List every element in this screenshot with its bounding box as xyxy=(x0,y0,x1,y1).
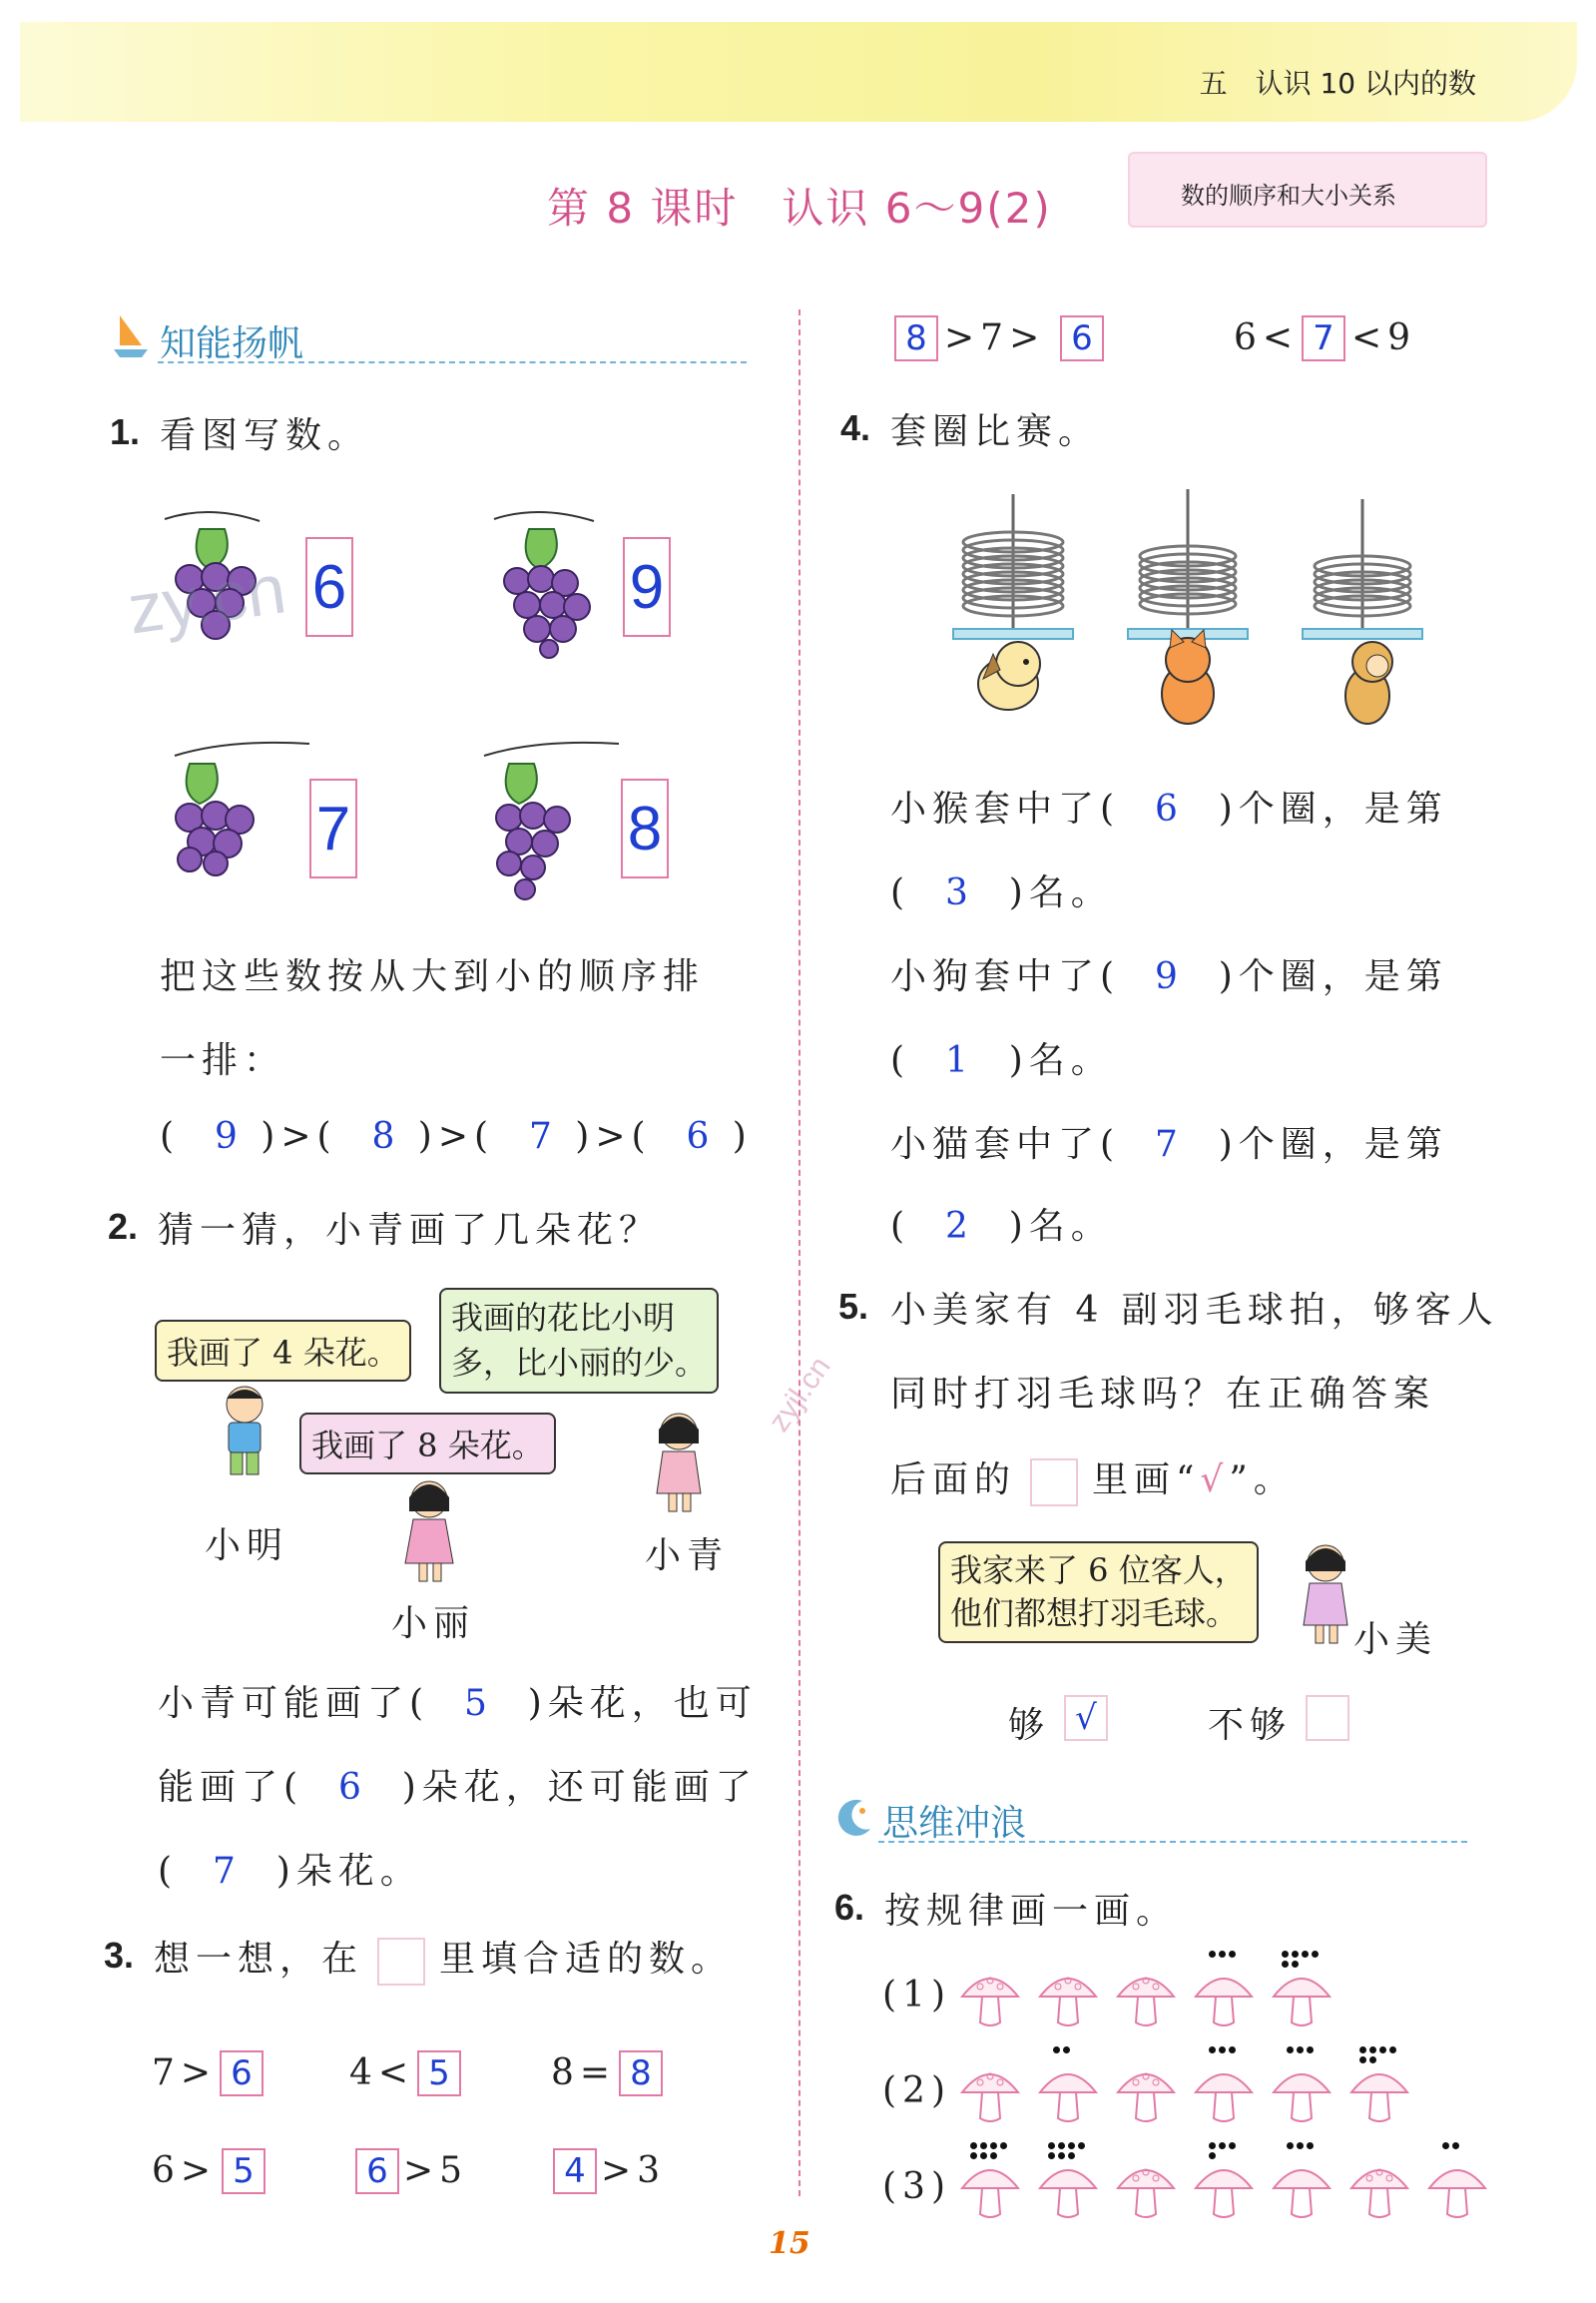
drawn-dot xyxy=(1359,2056,1366,2063)
text: ( xyxy=(890,1206,911,1247)
drawn-dot xyxy=(990,2152,997,2159)
text: 小狗套中了( xyxy=(890,956,1121,997)
empty-box xyxy=(1030,1458,1078,1506)
grapes-icon xyxy=(469,734,629,903)
drawn-dot xyxy=(1229,2142,1236,2149)
drawn-dot xyxy=(1048,2142,1055,2149)
speech-bubble-xiaomei xyxy=(938,1541,1259,1643)
dog-icon xyxy=(978,642,1040,710)
cat-icon xyxy=(1162,630,1214,724)
answer-box[interactable]: 9 xyxy=(623,537,671,637)
watermark: zy.cn xyxy=(123,549,290,649)
q3-expr: 8= xyxy=(551,2052,617,2093)
drawn-dot xyxy=(970,2142,977,2149)
drawn-dot xyxy=(980,2152,987,2159)
q5-text-line-3 xyxy=(890,1451,1296,1506)
drawn-dot xyxy=(1282,1961,1289,1968)
text: 小猫套中了( xyxy=(890,1124,1121,1165)
drawn-dot xyxy=(1209,2142,1216,2149)
text: 里填合适的数。 xyxy=(439,1939,734,1980)
mushroom-icon xyxy=(1114,2148,1178,2224)
text: ”。 xyxy=(1229,1459,1296,1500)
drawn-dot xyxy=(1452,2142,1459,2149)
monkey-icon xyxy=(1345,642,1392,724)
q4-line-dog xyxy=(890,948,1448,999)
q4-line-monkey-rank xyxy=(890,864,1113,915)
drawn-dot xyxy=(1369,2046,1376,2053)
option-not-enough-label: 不够 xyxy=(1208,1705,1293,1746)
text: )名。 xyxy=(1008,872,1113,913)
text: )个圈，是第 xyxy=(1218,956,1448,997)
drawn-dot xyxy=(1369,2056,1376,2063)
drawn-dot xyxy=(1048,2152,1055,2159)
q3-expr: 6< xyxy=(1234,317,1300,358)
question-number: 2. xyxy=(108,1206,139,1247)
order-answer[interactable]: 9 xyxy=(214,1116,244,1157)
row-label: (3) xyxy=(882,2166,951,2207)
drawn-dot xyxy=(1219,2046,1226,2053)
drawn-dot xyxy=(1078,2142,1085,2149)
q2-answer-line-2 xyxy=(158,1759,758,1810)
answer-box[interactable]: 6 xyxy=(1060,315,1104,361)
question-number: 5. xyxy=(838,1286,869,1327)
drawn-dot xyxy=(1058,2152,1065,2159)
q3-expr: >7> xyxy=(944,317,1046,358)
question-number: 4. xyxy=(840,407,871,448)
answer-box[interactable]: 7 xyxy=(1302,315,1345,361)
q3-expr: 6> xyxy=(152,2150,218,2191)
answer-box[interactable]: 8 xyxy=(619,2050,663,2096)
answer-box[interactable]: 5 xyxy=(417,2050,461,2096)
topic-text: 数的顺序和大小关系 xyxy=(1181,182,1396,210)
text: )名。 xyxy=(1008,1040,1113,1081)
q3-expr: <9 xyxy=(1351,317,1417,358)
answer-box[interactable]: 6 xyxy=(305,537,353,637)
speech-bubble-xiaoming: 我画了 4 朵花。 xyxy=(155,1320,411,1382)
mushroom-icon xyxy=(1270,1957,1333,2032)
mushroom-icon xyxy=(1270,2052,1333,2128)
order-answer[interactable]: 7 xyxy=(528,1116,558,1157)
drawn-dot xyxy=(1302,1951,1309,1958)
drawn-dot xyxy=(1068,2142,1075,2149)
drawn-dot xyxy=(1058,2142,1065,2149)
answer-box[interactable]: 8 xyxy=(894,315,938,361)
question-number: 3. xyxy=(104,1935,135,1976)
name-xiaoli: 小丽 xyxy=(391,1603,476,1644)
drawn-dot xyxy=(1219,1951,1226,1958)
text: ( xyxy=(890,872,911,913)
q3-expr: >3 xyxy=(601,2150,667,2191)
answer-blank[interactable]: 7 xyxy=(212,1851,242,1892)
drawn-dot xyxy=(1219,2142,1226,2149)
section-underline xyxy=(158,361,747,363)
answer-blank[interactable]: 6 xyxy=(1154,789,1184,830)
question-prompt xyxy=(154,1931,733,1986)
drawn-dot xyxy=(1297,2142,1304,2149)
mushroom-icon xyxy=(1425,2148,1489,2224)
order-answer[interactable]: 6 xyxy=(686,1116,716,1157)
bubble-line: 多，比小丽的少。 xyxy=(451,1343,708,1382)
order-answer-line: ( 9 )>( 8 )>( 7 )>( 6 ) xyxy=(160,1116,753,1157)
answer-blank[interactable]: 1 xyxy=(944,1040,974,1081)
drawn-dot xyxy=(980,2142,987,2149)
ring-toss-illustration xyxy=(948,484,1437,749)
q4-line-dog-rank xyxy=(890,1032,1113,1083)
text: 后面的 xyxy=(890,1459,1017,1500)
drawn-dot xyxy=(1312,1951,1319,1958)
drawn-dot xyxy=(1389,2046,1396,2053)
drawn-dot xyxy=(1307,2046,1314,2053)
section-title-zhineng: 知能扬帆 xyxy=(160,323,304,364)
drawn-dot xyxy=(1209,1951,1216,1958)
q4-line-cat xyxy=(890,1116,1448,1167)
question-prompt: 按规律画一画。 xyxy=(884,1891,1179,1932)
question-prompt: 看图写数。 xyxy=(160,415,370,456)
order-prompt: 把这些数按从大到小的顺序排 xyxy=(160,956,706,997)
watermark: zyjl.cn xyxy=(762,1351,837,1439)
section-underline xyxy=(878,1841,1467,1843)
mushroom-icon xyxy=(958,1957,1022,2032)
drawn-dot xyxy=(1229,1951,1236,1958)
answer-box[interactable]: 6 xyxy=(355,2148,399,2194)
text: 小猴套中了( xyxy=(890,789,1121,830)
speech-bubble-xiaoli: 我画了 8 朵花。 xyxy=(299,1413,556,1474)
drawn-dot xyxy=(1297,2046,1304,2053)
text: 想一想，在 xyxy=(154,1939,364,1980)
mushroom-icon xyxy=(958,2148,1022,2224)
mushroom-icon xyxy=(1270,2148,1333,2224)
row-label: (1) xyxy=(882,1975,951,2015)
unit-title: 五 认识 10 以内的数 xyxy=(1199,67,1476,100)
text: ( xyxy=(890,1040,911,1081)
drawn-dot xyxy=(1292,1961,1299,1968)
drawn-dot xyxy=(990,2142,997,2149)
q2-answer-line-1 xyxy=(158,1675,758,1726)
text: )名。 xyxy=(1008,1206,1113,1247)
option-enough-label: 够 xyxy=(1008,1705,1051,1746)
drawn-dot xyxy=(1287,2142,1294,2149)
drawn-dot xyxy=(1063,2046,1070,2053)
q2-answer-line-3 xyxy=(158,1843,422,1894)
text: )朵花。 xyxy=(275,1851,422,1892)
check-mark-sample: √ xyxy=(1200,1459,1230,1500)
q5-text-line-2: 同时打羽毛球吗？在正确答案 xyxy=(890,1374,1436,1415)
drawn-dot xyxy=(1000,2142,1007,2149)
answer-blank[interactable]: 9 xyxy=(1154,956,1184,997)
q5-text-line-1: 小美家有 4 副羽毛球拍，够客人 xyxy=(890,1290,1499,1331)
girl-figure-icon xyxy=(649,1410,709,1519)
question-prompt: 猜一猜，小青画了几朵花？ xyxy=(158,1210,662,1251)
mushroom-icon xyxy=(1192,2052,1256,2128)
answer-blank[interactable]: 3 xyxy=(944,872,974,913)
answer-box[interactable]: 7 xyxy=(309,779,357,878)
text: )个圈，是第 xyxy=(1218,1124,1448,1165)
drawn-dot xyxy=(1442,2142,1449,2149)
bubble-line: 他们都想打羽毛球。 xyxy=(950,1594,1239,1633)
text: )朵花，也可 xyxy=(527,1683,758,1724)
name-xiaomei: 小美 xyxy=(1353,1619,1438,1660)
mushroom-icon xyxy=(958,2052,1022,2128)
drawn-dot xyxy=(1307,2142,1314,2149)
text: ( xyxy=(158,1851,179,1892)
answer-blank[interactable]: 7 xyxy=(1154,1124,1184,1165)
name-xiaoqing: 小青 xyxy=(645,1535,730,1576)
drawn-dot xyxy=(1209,2046,1216,2053)
section-title-siwei: 思维冲浪 xyxy=(882,1803,1027,1844)
drawn-dot xyxy=(1282,1951,1289,1958)
mushroom-icon xyxy=(1192,2148,1256,2224)
speech-bubble-xiaoqing xyxy=(439,1288,719,1394)
order-answer[interactable]: 8 xyxy=(371,1116,401,1157)
answer-box[interactable]: 8 xyxy=(621,779,669,878)
question-number: 6. xyxy=(834,1887,865,1928)
q4-line-cat-rank xyxy=(890,1198,1113,1249)
drawn-dot xyxy=(1229,2046,1236,2053)
text: 小青可能画了( xyxy=(158,1683,430,1724)
answer-box[interactable]: 5 xyxy=(222,2148,266,2194)
drawn-dot xyxy=(1068,2152,1075,2159)
mushroom-icon xyxy=(1036,1957,1100,2032)
mushroom-icon xyxy=(1192,1957,1256,2032)
grapes-icon xyxy=(160,734,319,883)
bubble-line: 我画的花比小明 xyxy=(451,1299,676,1337)
mushroom-icon xyxy=(1114,2052,1178,2128)
name-xiaoming: 小明 xyxy=(205,1525,289,1566)
question-number: 1. xyxy=(110,411,141,452)
question-prompt: 套圈比赛。 xyxy=(890,411,1101,452)
empty-box xyxy=(377,1938,425,1986)
drawn-dot xyxy=(1287,2046,1294,2053)
text: )个圈，是第 xyxy=(1218,789,1448,830)
drawn-dot xyxy=(970,2152,977,2159)
girl-figure-icon xyxy=(399,1477,459,1587)
girl-figure-icon xyxy=(1296,1541,1355,1651)
drawn-dot xyxy=(1379,2046,1386,2053)
mushroom-icon xyxy=(1347,2052,1411,2128)
q3-expr: 4< xyxy=(349,2052,415,2093)
mushroom-icon xyxy=(1036,2052,1100,2128)
order-prompt-cont: 一排： xyxy=(160,1040,286,1081)
q4-line-monkey xyxy=(890,781,1448,832)
sail-icon xyxy=(112,311,152,361)
text: )朵花，还可能画了 xyxy=(401,1767,758,1808)
drawn-dot xyxy=(1292,1951,1299,1958)
drawn-dot xyxy=(1209,2152,1216,2159)
lesson-title: 第 8 课时 认识 6～9(2) xyxy=(547,184,1052,233)
answer-box[interactable]: 4 xyxy=(553,2148,597,2194)
answer-blank[interactable]: 6 xyxy=(337,1767,367,1808)
answer-blank[interactable]: 5 xyxy=(463,1683,493,1724)
mushroom-icon xyxy=(1347,2148,1411,2224)
option-enough-box[interactable]: √ xyxy=(1064,1695,1108,1741)
grapes-icon xyxy=(479,499,639,659)
mushroom-icon xyxy=(1036,2148,1100,2224)
q3-expr: >5 xyxy=(403,2150,469,2191)
text: 里画“ xyxy=(1092,1459,1201,1500)
option-not-enough-box[interactable] xyxy=(1306,1695,1349,1741)
bubble-line: 我家来了 6 位客人， xyxy=(950,1551,1247,1589)
q3-expr: 7> xyxy=(152,2052,218,2093)
answer-box[interactable]: 6 xyxy=(220,2050,264,2096)
column-divider xyxy=(798,309,800,2196)
drawn-dot xyxy=(1053,2046,1060,2053)
mushroom-icon xyxy=(1114,1957,1178,2032)
row-label: (2) xyxy=(882,2070,951,2111)
moon-icon xyxy=(836,1795,876,1839)
page-number: 15 xyxy=(769,2226,810,2261)
answer-blank[interactable]: 2 xyxy=(944,1206,974,1247)
text: 能画了( xyxy=(158,1767,304,1808)
boy-figure-icon xyxy=(215,1383,274,1482)
drawn-dot xyxy=(1359,2046,1366,2053)
